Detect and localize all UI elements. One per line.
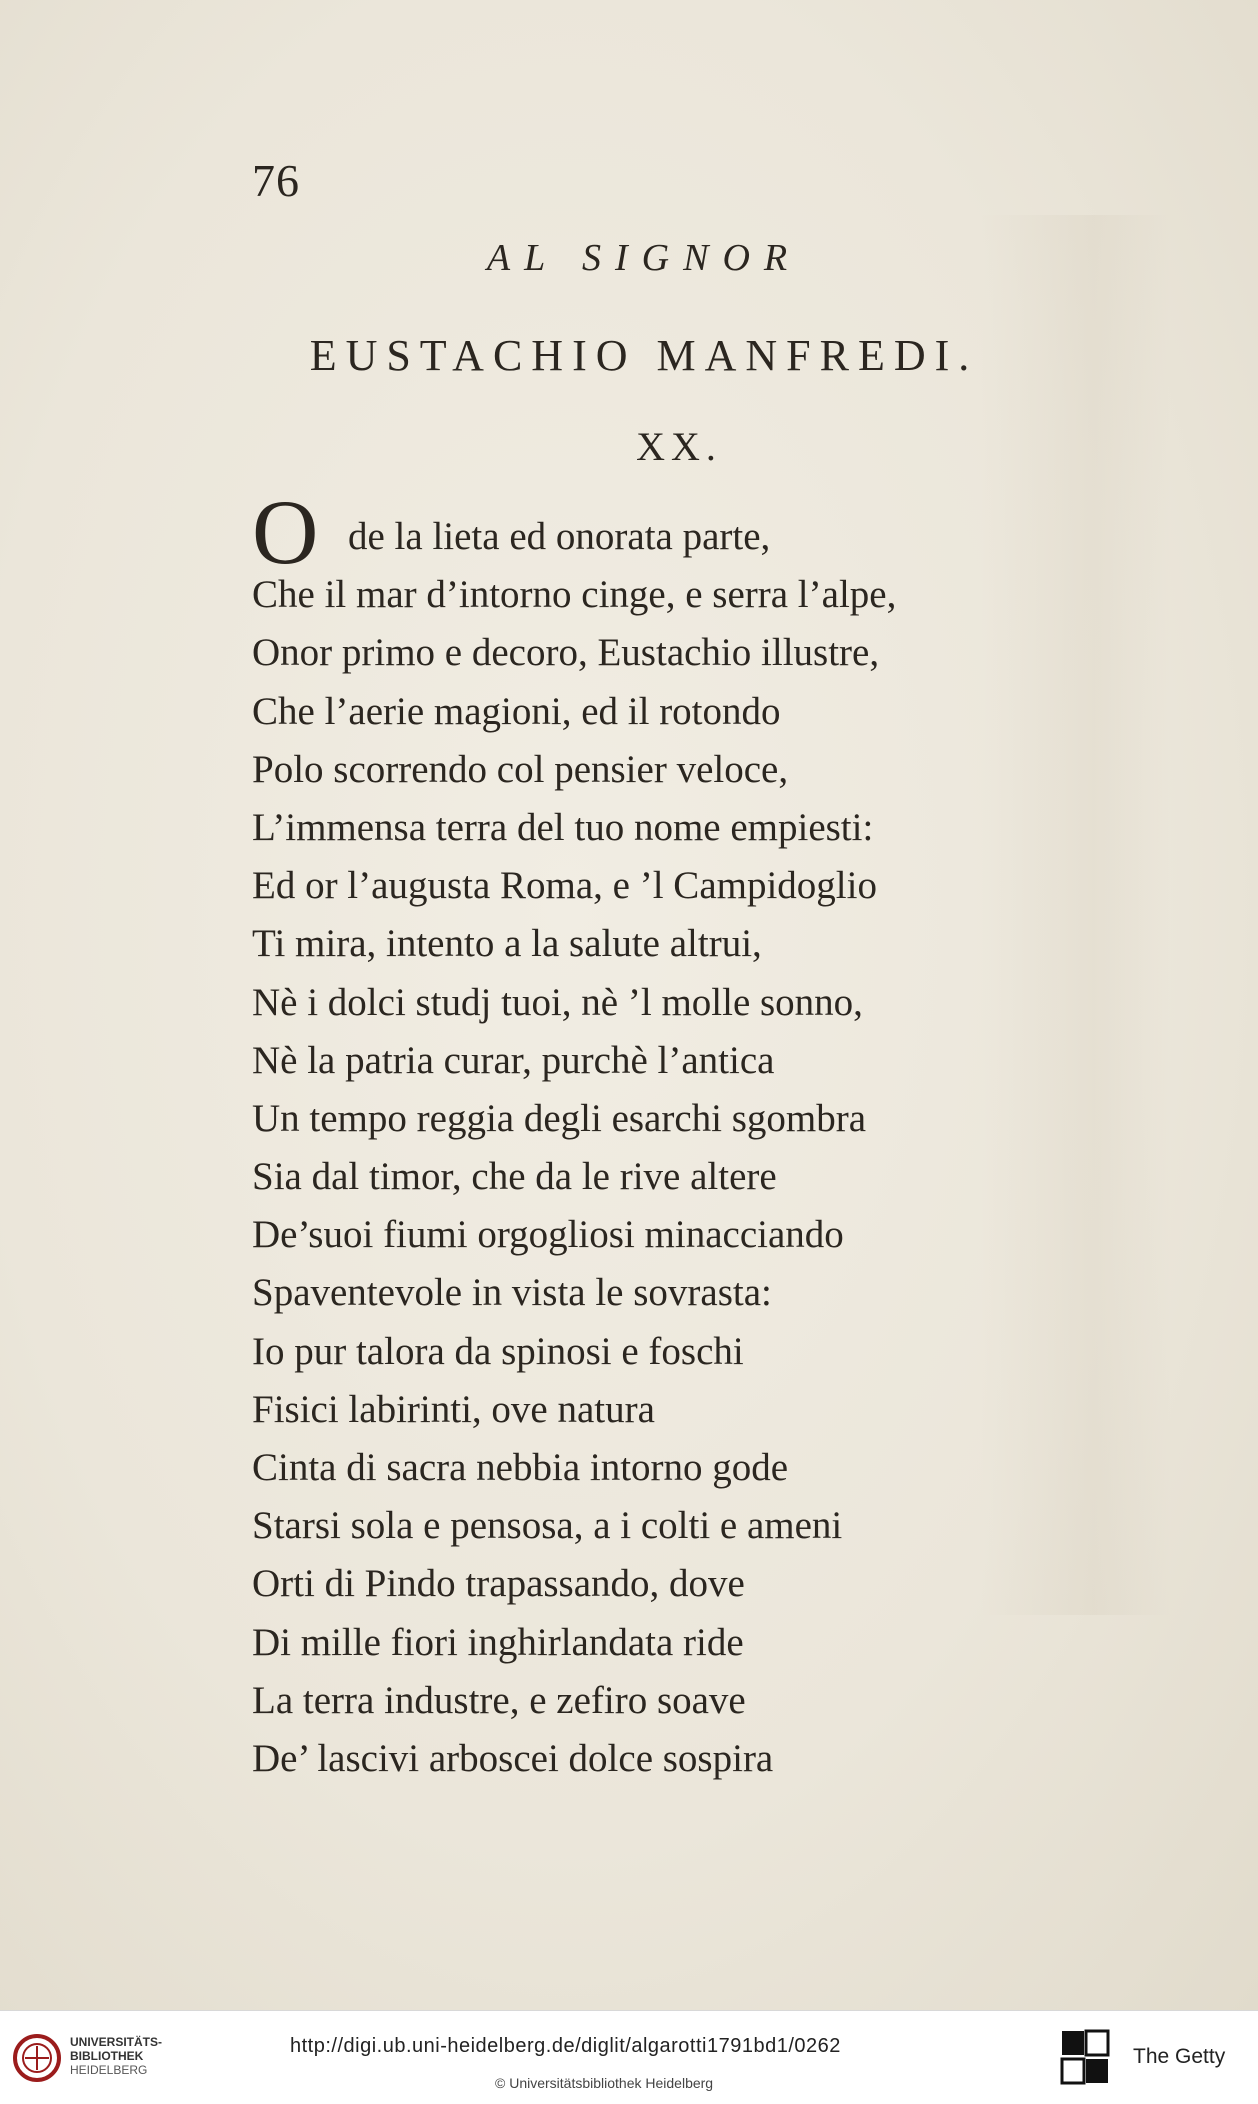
partner-name: The Getty (1133, 2045, 1226, 2068)
poem-line: De’ lascivi arboscei dolce sospira (252, 1736, 774, 1780)
poem-line: Che l’aerie magioni, ed il rotondo (252, 689, 781, 733)
poem-line: Fisici labirinti, ove natura (252, 1387, 655, 1431)
poem-number: XX. (636, 424, 722, 469)
poem-line: Di mille fiori inghirlandata ride (252, 1620, 744, 1664)
poem-text (252, 481, 1152, 1788)
poem-line-text: de la lieta ed onorata parte, (348, 515, 771, 558)
heading-dedication: AL SIGNOR (486, 237, 802, 279)
dropcap-letter: O (252, 481, 319, 583)
page-number: 76 (252, 155, 300, 206)
poem-line: Ti mira, intento a la salute altrui, (252, 922, 762, 966)
institution-line: UNIVERSITÄTS- (70, 2035, 163, 2049)
institution-line: HEIDELBERG (70, 2063, 148, 2077)
permalink-url[interactable]: http://digi.ub.uni-heidelberg.de/diglit/algarotti1791bd1/0262 (290, 2035, 841, 2057)
poem-line: Sia dal timor, che da le rive altere (252, 1155, 777, 1199)
poem-line: De’suoi fiumi orgogliosi minacciando (252, 1213, 844, 1257)
poem-line: Ed or l’augusta Roma, e ’l Campidoglio (252, 864, 877, 908)
institution-name (70, 2035, 162, 2077)
poem-line: Che il mar d’intorno cinge, e serra l’alpe, (252, 573, 897, 617)
poem-line: Io pur talora da spinosi e foschi (252, 1329, 744, 1373)
poem-line: Un tempo reggia degli esarchi sgombra (252, 1096, 867, 1140)
footer-bar (0, 2010, 1258, 2104)
poem-line: Spaventevole in vista le sovrasta: (252, 1271, 772, 1315)
poem-line: L’immensa terra del tuo nome empiesti: (252, 805, 874, 849)
poem-line: Starsi sola e pensosa, a i colti e ameni (252, 1504, 843, 1548)
poem-line: Onor primo e decoro, Eustachio illustre, (252, 631, 880, 675)
poem-line: Nè la patria curar, purchè l’antica (252, 1038, 775, 1082)
poem-line: La terra industre, e zefiro soave (252, 1678, 746, 1722)
institution-line: BIBLIOTHEK (70, 2049, 144, 2063)
poem-line: Cinta di sacra nebbia intorno gode (252, 1446, 789, 1489)
poem-line: Polo scorrendo col pensier veloce, (252, 747, 789, 791)
university-seal-icon (12, 2033, 62, 2083)
poem-line: Orti di Pindo trapassando, dove (252, 1562, 745, 1606)
poem-line-first (252, 481, 1152, 583)
heading-recipient: EUSTACHIO MANFREDI. (309, 331, 979, 380)
poem-line: Nè i dolci studj tuoi, nè ’l molle sonno, (252, 980, 863, 1024)
copyright-notice: © Universitätsbibliothek Heidelberg (495, 2075, 714, 2091)
getty-logo-icon (1060, 2029, 1110, 2085)
